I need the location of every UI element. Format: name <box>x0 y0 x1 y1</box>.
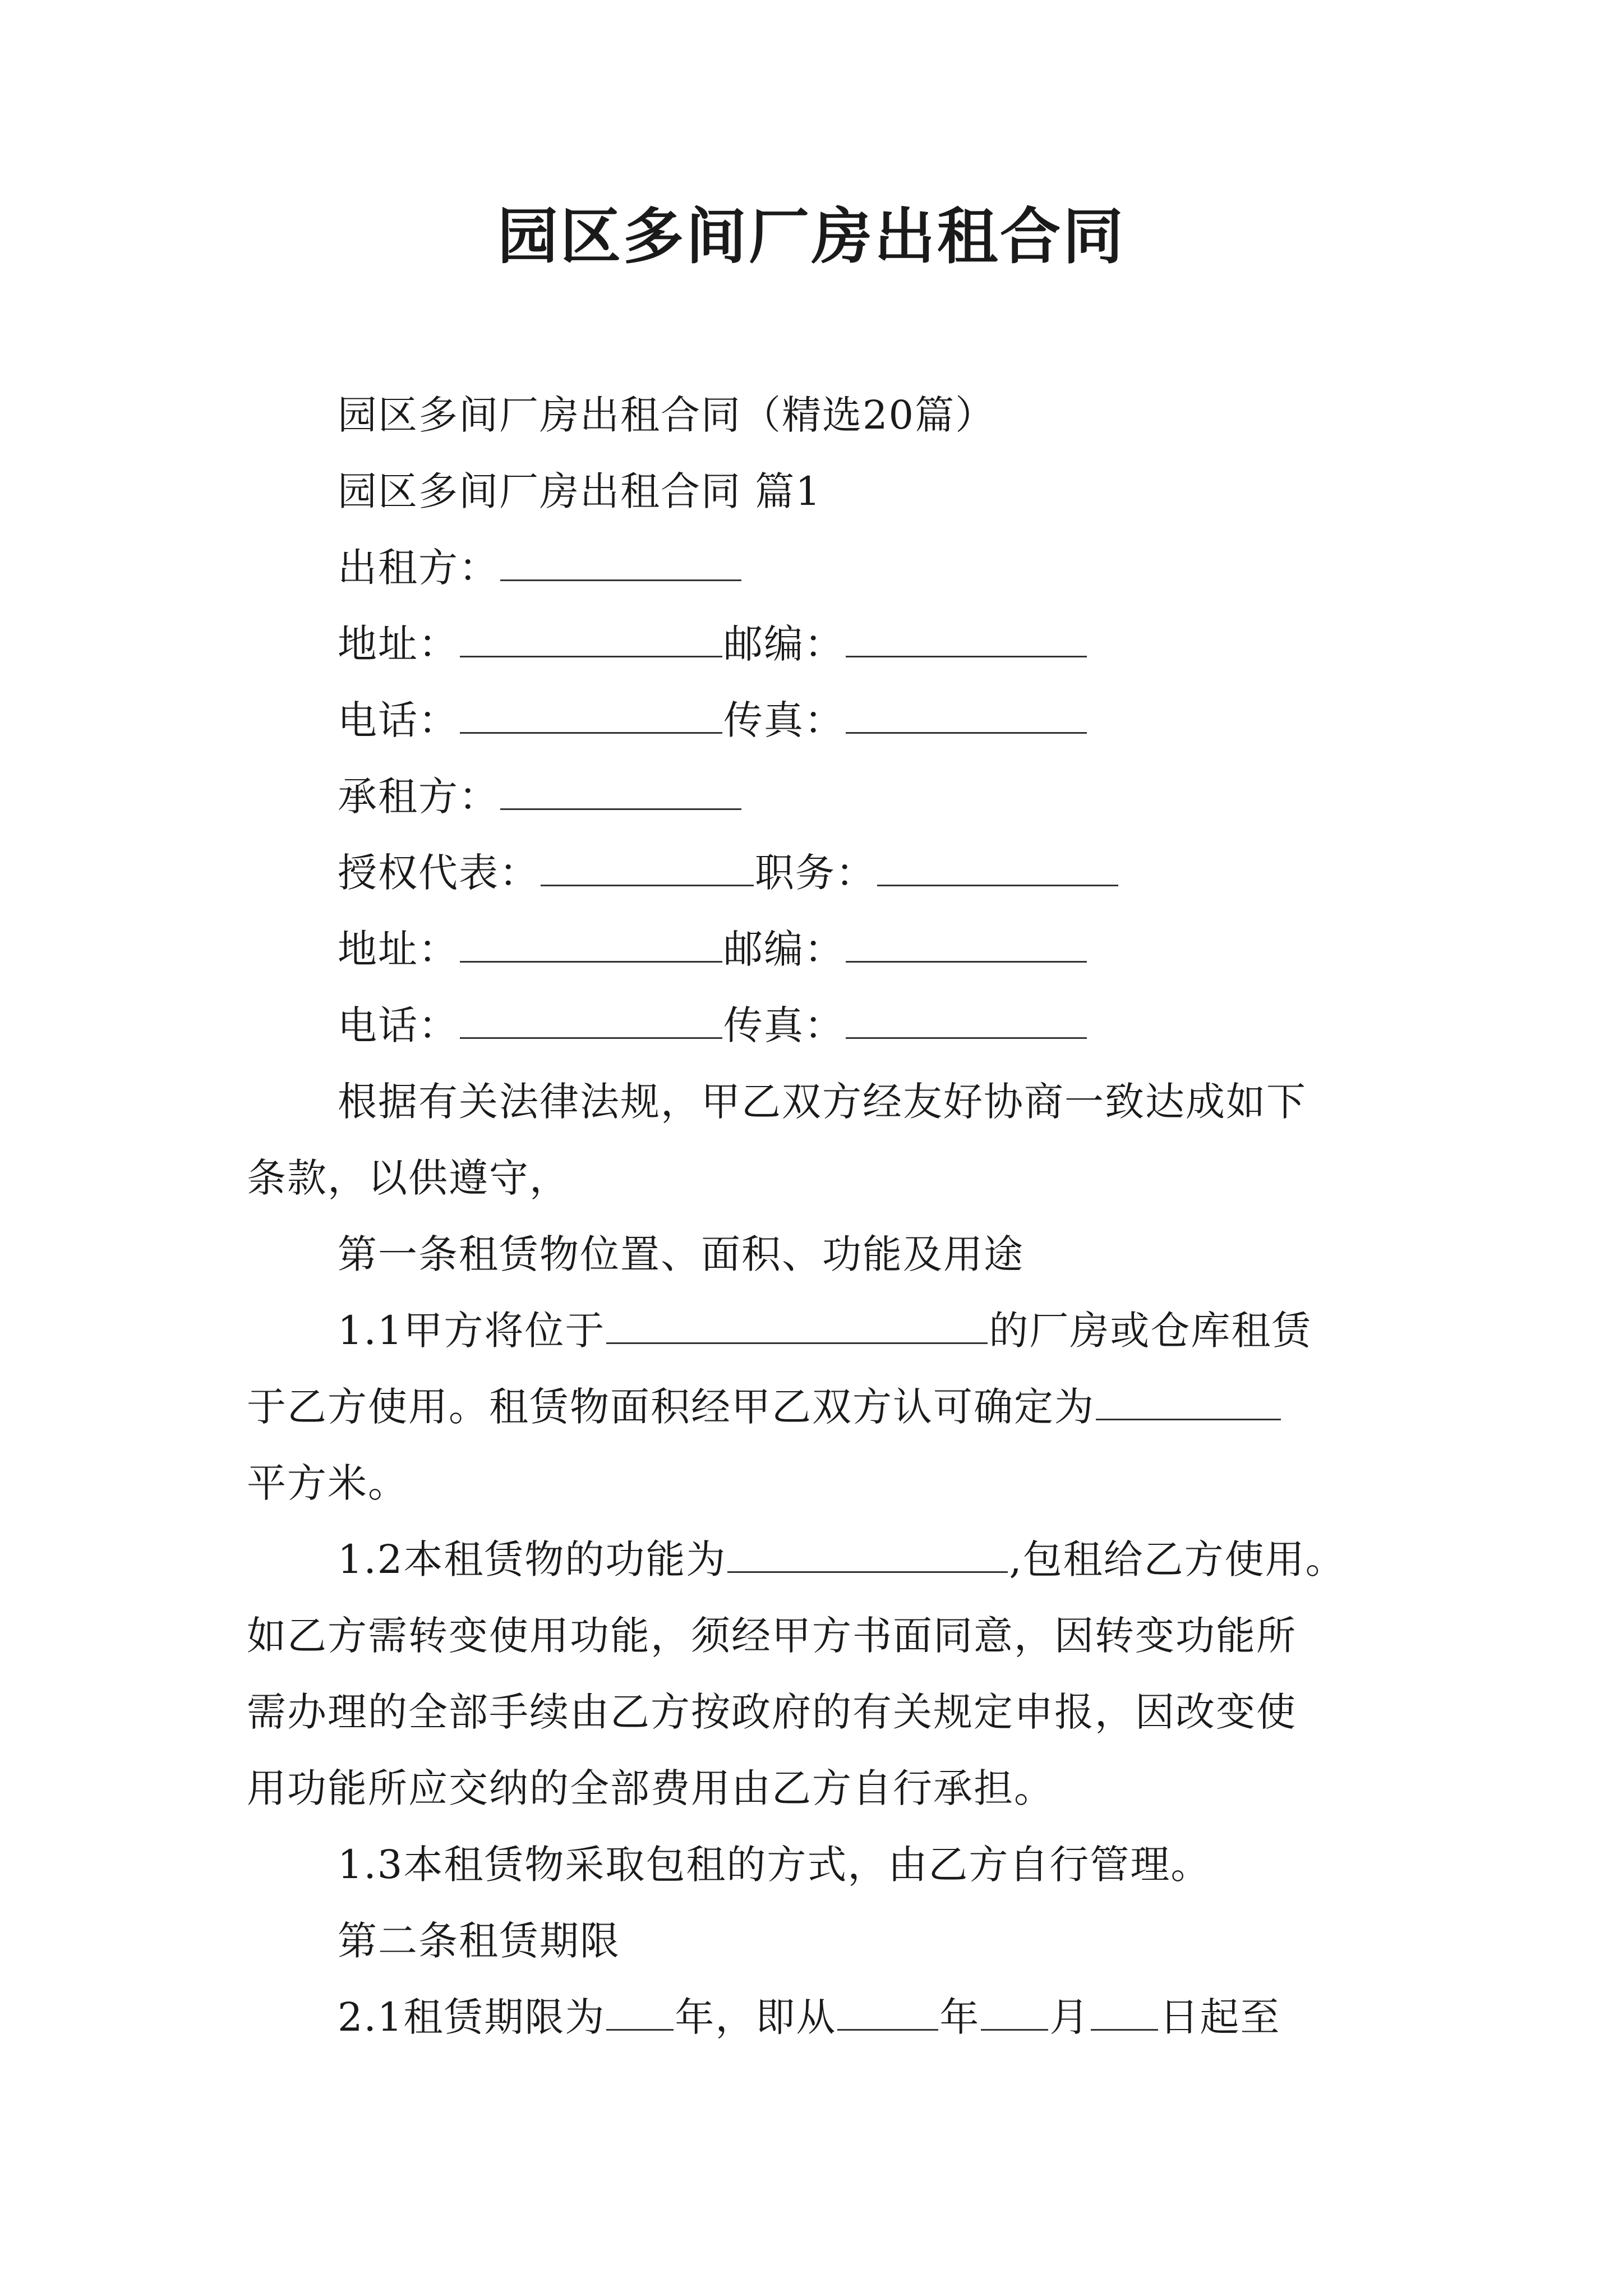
clause-line <box>338 1989 1280 2045</box>
start-month-blank <box>981 1993 1048 2031</box>
years-blank <box>606 1993 674 2031</box>
postcode-blank <box>846 620 1087 657</box>
clause-text: 2.1租赁期限为 <box>338 1994 606 2040</box>
lessor-phone-line <box>338 692 1088 748</box>
clause-line <box>338 1303 1312 1359</box>
clause-text: ,包租给乙方使用。 <box>1009 1536 1346 1582</box>
phone-label: 电话： <box>338 1002 459 1048</box>
clause-line <box>338 1531 1346 1588</box>
clause-text: 平方米。 <box>247 1460 408 1506</box>
representative-line <box>338 845 1119 901</box>
subtitle-text: 园区多间厂房出租合同（精选20篇） <box>338 392 996 438</box>
article-heading <box>338 1226 1024 1282</box>
address-blank <box>460 925 722 963</box>
clause-line <box>247 1379 1282 1435</box>
paragraph-line <box>247 1150 570 1206</box>
clause-text: 年 <box>939 1994 980 2040</box>
clause-line <box>247 1760 1054 1816</box>
fax-label: 传真： <box>723 1002 845 1048</box>
clause-text: 需办理的全部手续由乙方按政府的有关规定申报，因改变使 <box>247 1689 1297 1735</box>
lessor-line <box>338 540 743 596</box>
fax-label: 传真： <box>723 697 845 743</box>
fax-blank <box>846 696 1087 734</box>
position-label: 职务： <box>755 850 876 896</box>
lessee-line <box>338 769 743 825</box>
clause-line <box>247 1608 1297 1664</box>
section-heading <box>338 463 822 519</box>
section-heading-text: 园区多间厂房出租合同 篇1 <box>338 468 822 514</box>
phone-blank <box>460 1001 722 1039</box>
clause-text: 的厂房或仓库租赁 <box>989 1308 1312 1354</box>
clause-line <box>247 1455 408 1511</box>
clause-text: 1.1甲方将位于 <box>338 1308 606 1354</box>
clause-text: 1.3本租赁物采取包租的方式，由乙方自行管理。 <box>338 1842 1211 1888</box>
address-label: 地址： <box>338 926 459 972</box>
postcode-label: 邮编： <box>723 621 845 667</box>
lessee-blank <box>500 772 741 810</box>
postcode-blank <box>846 925 1087 963</box>
clause-line <box>247 1684 1297 1740</box>
paragraph-line <box>338 1074 1307 1130</box>
subtitle-line <box>338 387 995 443</box>
lessee-phone-line <box>338 997 1088 1053</box>
clause-text: 于乙方使用。租赁物面积经甲乙双方认可确定为 <box>247 1384 1095 1430</box>
lessor-address-line <box>338 616 1088 672</box>
phone-label: 电话： <box>338 697 459 743</box>
fax-blank <box>846 1001 1087 1039</box>
lessee-address-line <box>338 921 1088 977</box>
article-heading-text: 第二条租赁期限 <box>338 1918 620 1964</box>
article-heading <box>338 1913 620 1969</box>
clause-text: 如乙方需转变使用功能，须经甲方书面同意，因转变功能所 <box>247 1613 1297 1659</box>
document-title: 园区多间厂房出租合同 <box>497 201 1126 272</box>
start-day-blank <box>1091 1993 1158 2031</box>
postcode-label: 邮编： <box>723 926 845 972</box>
clause-text: 年，即从 <box>675 1994 837 2040</box>
representative-label: 授权代表： <box>338 850 540 896</box>
article-heading-text: 第一条租赁物位置、面积、功能及用途 <box>338 1231 1024 1277</box>
clause-text: 1.2本租赁物的功能为 <box>338 1536 727 1582</box>
lessee-label: 承租方： <box>338 774 499 820</box>
clause-text: 日起至 <box>1159 1994 1281 2040</box>
clause-text: 月 <box>1049 1994 1090 2040</box>
address-label: 地址： <box>338 621 459 667</box>
clause-line <box>338 1837 1211 1893</box>
paragraph-text: 根据有关法律法规，甲乙双方经友好协商一致达成如下 <box>338 1079 1307 1125</box>
start-year-blank <box>837 1993 938 2031</box>
location-blank <box>606 1306 988 1344</box>
lessor-label: 出租方： <box>338 545 499 591</box>
clause-text: 用功能所应交纳的全部费用由乙方自行承担。 <box>247 1765 1054 1811</box>
address-blank <box>460 620 722 657</box>
phone-blank <box>460 696 722 734</box>
paragraph-text: 条款，以供遵守， <box>247 1155 570 1201</box>
position-blank <box>877 849 1118 886</box>
lessor-blank <box>500 544 741 581</box>
area-blank <box>1096 1383 1281 1420</box>
representative-blank <box>541 849 754 886</box>
function-blank <box>727 1535 1008 1573</box>
